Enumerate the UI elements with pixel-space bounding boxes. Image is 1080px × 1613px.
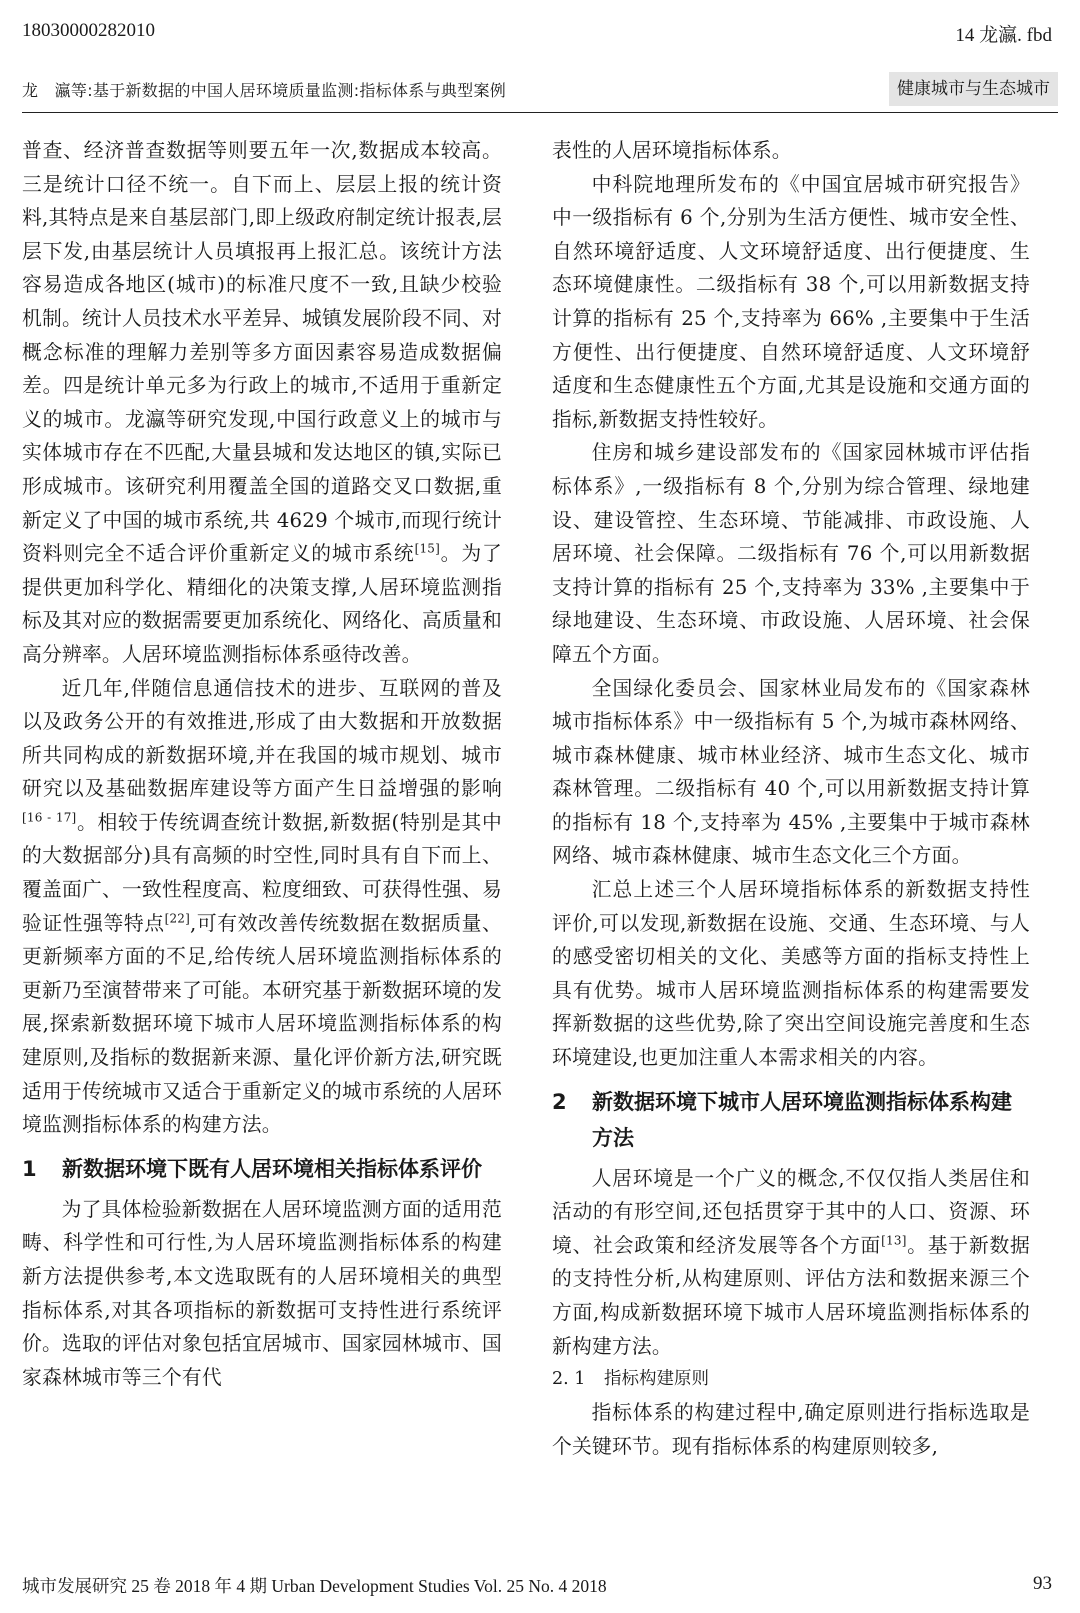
subsection-heading-2-1 bbox=[552, 1363, 1030, 1396]
left-column bbox=[22, 134, 502, 1394]
subsection-title: 指标构建原则 bbox=[604, 1369, 709, 1390]
document-id: 18030000282010 bbox=[22, 20, 155, 41]
section-heading-1 bbox=[22, 1151, 502, 1187]
citation: [22] bbox=[164, 911, 191, 926]
paragraph: 中科院地理所发布的《中国宜居城市研究报告》中一级指标有 6 个,分别为生活方便性、城市安全性、自然环境舒适度、人文环境舒适度、出行便捷度、生态环境健康性。二级指标有 38 个,可以用新数据支持计算的指标有 25 个,支持率为 66% ,主要集中于生活方便性、出行便捷度、自然环境舒适度、人文环境舒适度和生态健康性五个方面,尤其是设施和交通方面的指标,新数据支持性较好。 bbox=[552, 172, 1030, 431]
paragraph: 住房和城乡建设部发布的《国家园林城市评估指标体系》,一级指标有 8 个,分别为综合管理、绿地建设、建设管控、生态环境、节能减排、市政设施、人居环境、社会保障。二级指标有 76 个,可以用新数据支持计算的指标有 25 个,支持率为 33% ,主要集中于绿地建设、生态环境、市政设施、人居环境、社会保障五个方面。 bbox=[552, 441, 1030, 666]
paragraph: 为了具体检验新数据在人居环境监测方面的适用范畴、科学性和可行性,为人居环境监测指标体系的构建新方法提供参考,本文选取既有的人居环境相关的典型指标体系,对其各项指标的新数据可支持性进行系统评价。选取的评估对象包括宜居城市、国家园林城市、国家森林城市等三个有代 bbox=[22, 1197, 502, 1389]
right-column bbox=[552, 134, 1030, 1463]
section-heading-2 bbox=[552, 1084, 1030, 1156]
subsection-number: 2. 1 bbox=[552, 1369, 586, 1390]
citation: [15] bbox=[414, 541, 440, 556]
section-title: 新数据环境下城市人居环境监测指标体系构建方法 bbox=[592, 1089, 1012, 1150]
journal-citation: 城市发展研究 25 卷 2018 年 4 期 Urban Development Studies Vol. 25 No. 4 2018 bbox=[22, 1576, 607, 1596]
paragraph: 指标体系的构建过程中,确定原则进行指标选取是个关键环节。现有指标体系的构建原则较多, bbox=[552, 1401, 1030, 1458]
page-footer bbox=[22, 1573, 1052, 1603]
running-header-title: 龙 瀛等:基于新数据的中国人居环境质量监测:指标体系与典型案例 bbox=[22, 81, 507, 100]
section-badge: 健康城市与生态城市 bbox=[889, 72, 1058, 106]
paragraph: 近几年,伴随信息通信技术的进步、互联网的普及以及政务公开的有效推进,形成了由大数据和开放数据所共同构成的新数据环境,并在我国的城市规划、城市研究以及基础数据库建设等方面产生日益增强的影响[16 - 17]。相较于传统调查统计数据,新数据(特别是其中的大数据部分)具有高频的时空性,同时具有自下而上、覆盖面广、一致性程度高、粒度细致、可获得性强、易验证性强等特点[22],可有效改善传统数据在数据质量、更新频率方面的不足,给传统人居环境监测指标体系的更新乃至演替带来了可能。本研究基于新数据环境的发展,探索新数据环境下城市人居环境监测指标体系的构建原则,及指标的数据新来源、量化评价新方法,研究既适用于传统城市又适合于重新定义的城市系统的人居环境监测指标体系的构建方法。 bbox=[22, 676, 502, 1137]
paragraph: 普查、经济普查数据等则要五年一次,数据成本较高。三是统计口径不统一。自下而上、层层上报的统计资料,其特点是来自基层部门,即上级政府制定统计报表,层层下发,由基层统计人员填报再上报汇总。该统计方法容易造成各地区(城市)的标准尺度不一致,且缺少校验机制。统计人员技术水平差异、城镇发展阶段不同、对概念标准的理解力差别等多方面因素容易造成数据偏差。四是统计单元多为行政上的城市,不适用于重新定义的城市。龙瀛等研究发现,中国行政意义上的城市与实体城市存在不匹配,大量县城和发达地区的镇,实际已形成城市。该研究利用覆盖全国的道路交叉口数据,重新定义了中国的城市系统,共 4629 个城市,而现行统计资料则完全不适合评价重新定义的城市系统[15]。为了提供更加科学化、精细化的决策支撑,人居环境监测指标及其对应的数据需要更加系统化、网络化、高质量和高分辨率。人居环境监测指标体系亟待改善。 bbox=[22, 139, 502, 666]
section-title: 新数据环境下既有人居环境相关指标体系评价 bbox=[62, 1156, 482, 1181]
citation: [13] bbox=[881, 1233, 907, 1248]
running-header bbox=[22, 72, 1058, 113]
file-name: 14 龙瀛. fbd bbox=[955, 25, 1052, 46]
page-number: 93 bbox=[1033, 1573, 1052, 1594]
paragraph: 表性的人居环境指标体系。 bbox=[552, 139, 792, 162]
citation: [16 - 17] bbox=[22, 810, 77, 825]
paragraph: 人居环境是一个广义的概念,不仅仅指人类居住和活动的有形空间,还包括贯穿于其中的人口、资源、环境、社会政策和经济发展等各个方面[13]。基于新数据的支持性分析,从构建原则、评估方法和数据来源三个方面,构成新数据环境下城市人居环境监测指标体系的新构建方法。 bbox=[552, 1166, 1031, 1358]
document-id-line bbox=[22, 20, 1052, 50]
paragraph: 全国绿化委员会、国家林业局发布的《国家森林城市指标体系》中一级指标有 5 个,为城市森林网络、城市森林健康、城市林业经济、城市生态文化、城市森林管理。二级指标有 40 个,可以用新数据支持计算的指标有 18 个,支持率为 45% ,主要集中于城市森林网络、城市森林健康、城市生态文化三个方面。 bbox=[552, 676, 1030, 868]
paragraph: 汇总上述三个人居环境指标体系的新数据支持性评价,可以发现,新数据在设施、交通、生态环境、与人的感受密切相关的文化、美感等方面的指标支持性上具有优势。城市人居环境监测指标体系的构建需要发挥新数据的这些优势,除了突出空间设施完善度和生态环境建设,也更加注重人本需求相关的内容。 bbox=[552, 878, 1030, 1070]
section-number: 2 bbox=[552, 1089, 567, 1114]
section-number: 1 bbox=[22, 1156, 37, 1181]
